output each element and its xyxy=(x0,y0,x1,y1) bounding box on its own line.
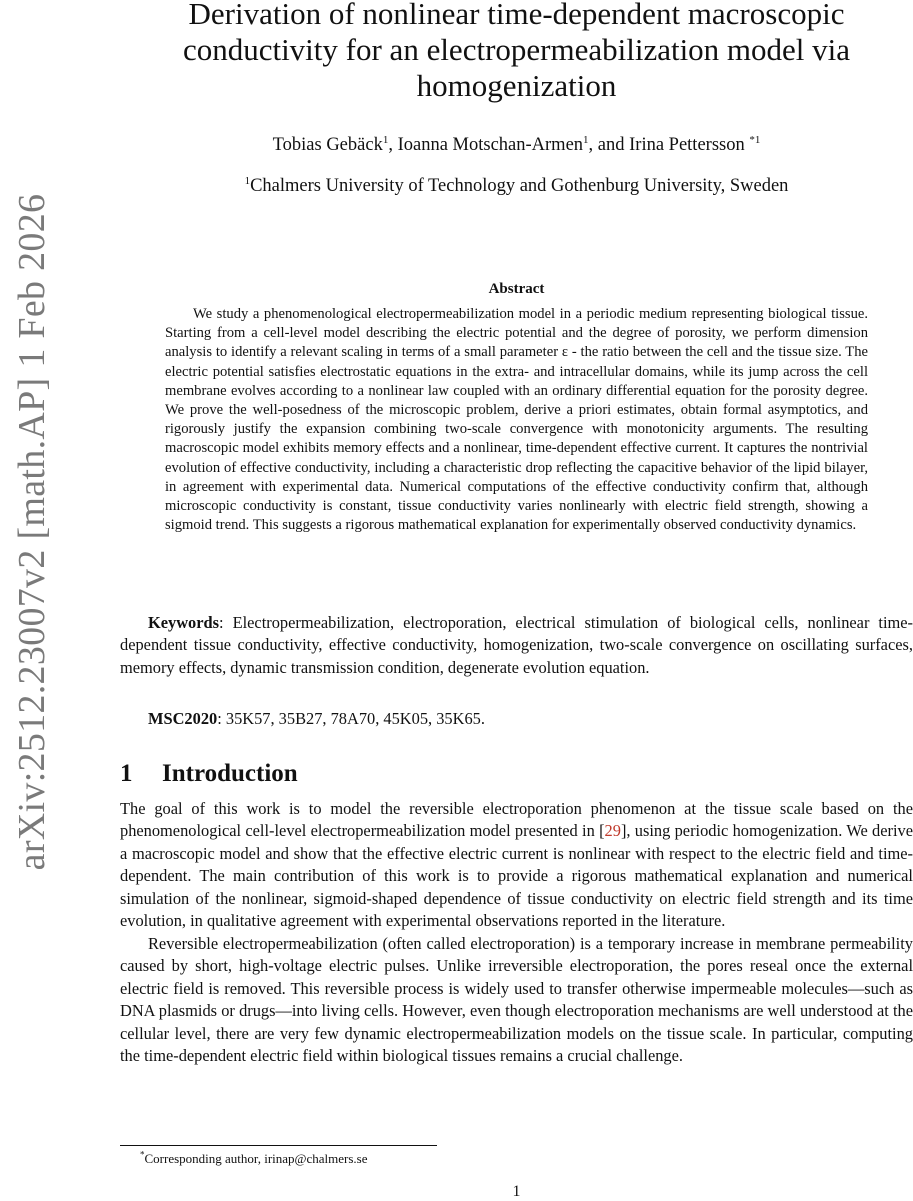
author-name: Irina Pettersson xyxy=(629,135,750,155)
citation-link[interactable]: 29 xyxy=(604,821,621,841)
section-number: 1 xyxy=(120,760,133,787)
intro-paragraph-1 xyxy=(120,798,913,932)
author-list xyxy=(120,135,913,156)
intro-paragraph-2: Reversible electropermeabilization (often called electroporation) is a temporary increase in membrane permeability caused by short, high-voltage electric pulses. Unlike irreversible electroporation, the pores reseal once the external electric field is removed. This reversible process is widely used to transfer otherwise impermeable molecules—such as DNA plasmids or drugs—into living cells. However, even though electroporation mechanisms are well understood at the cellular level, there are very few dynamic electropermeabilization models on the tissue scale. In particular, computing the time-dependent electric field within biological tissues remains a crucial challenge. xyxy=(120,934,913,1066)
page-number: 1 xyxy=(512,1183,521,1200)
keywords-label: Keywords xyxy=(148,613,220,632)
author-affiliation-mark: *1 xyxy=(749,133,761,146)
section-title: Introduction xyxy=(162,760,298,787)
msc-paragraph xyxy=(148,709,485,729)
abstract-heading: Abstract xyxy=(488,281,545,297)
intro-text-before-citation: The goal of this work is to model the reversible electroporation phenomenon at the tissue scale based on the phenomenological cell-level electropermeabilization model presented in [ xyxy=(120,799,913,841)
affiliation-text: Chalmers University of Technology and Gothenburg University, Sweden xyxy=(250,176,789,196)
footnote xyxy=(140,1151,368,1167)
keywords-paragraph xyxy=(120,612,913,679)
title-line-3: homogenization xyxy=(416,68,617,103)
author-separator: , xyxy=(388,135,398,155)
msc-codes: : 35K57, 35B27, 78A70, 45K05, 35K65. xyxy=(217,709,485,728)
title-line-1: Derivation of nonlinear time-dependent macroscopic xyxy=(188,0,845,31)
author-name: Ioanna Motschan-Armen xyxy=(397,135,584,155)
footnote-mark: * xyxy=(140,1149,145,1160)
msc-label: MSC2020 xyxy=(148,709,218,728)
author-separator: , and xyxy=(588,135,630,155)
paper-title xyxy=(120,0,913,104)
author-affiliation-mark: 1 xyxy=(382,133,389,146)
author-name: Tobias Gebäck xyxy=(272,135,383,155)
footnote-divider xyxy=(120,1145,437,1146)
footnote-text: Corresponding author, irinap@chalmers.se xyxy=(144,1151,368,1166)
section-heading-introduction xyxy=(120,760,298,788)
keywords-text: : Electropermeabilization, electroporation, electrical stimulation of biological cells, nonlinear time-dependent tissue conductivity, effective conductivity, homogenization, two-scale convergence on oscillating surfaces, memory effects, dynamic transmission condition, degenerate evolution equation. xyxy=(120,613,913,677)
arxiv-side-stamp xyxy=(0,0,60,1200)
affiliation-mark: 1 xyxy=(244,174,251,187)
title-line-2: conductivity for an electropermeabilization model via xyxy=(182,32,851,67)
author-affiliation-mark: 1 xyxy=(583,133,589,146)
abstract-text: We study a phenomenological electropermeabilization model in a periodic medium representing biological tissue. Starting from a cell-level model describing the electric potential and the degree of porosity, we perform dimension analysis to identify a relevant scaling in terms of a small parameter ε - the ratio between the cell and the tissue size. The electric potential satisfies electrostatic equations in the extra- and intracellular domains, while its jump across the cell membrane evolves according to a nonlinear law coupled with an ordinary differential equation for the porosity degree. We prove the well-posedness of the microscopic problem, derive a priori estimates, obtain formal asymptotics, and rigorously justify the expansion combining two-scale convergence with monotonicity arguments. The resulting macroscopic model exhibits memory effects and a nonlinear, time-dependent effective current. It captures the nontrivial evolution of effective conductivity, including a characteristic drop reflecting the capacitive behavior of the lipid bilayer, in agreement with experimental data. Numerical computations of the effective conductivity confirm that, although microscopic conductivity is constant, tissue conductivity varies nonlinearly with electric field strength, showing a sigmoid trend. This suggests a rigorous mathematical explanation for experimentally observed conductivity dynamics. xyxy=(165,306,868,534)
intro-text-after-citation: ], using periodic homogenization. We derive a macroscopic model and show that the effective electric current is nonlinear with respect to the electric field and time-dependent. The main contribution of this work is to provide a rigorous mathematical explanation and numerical simulation of the nonlinear, sigmoid-shaped dependence of tissue conductivity on electric field strength and its time evolution, in qualitative agreement with experimental observations reported in the literature. xyxy=(120,821,913,931)
arxiv-identifier: arXiv:2512.23007v2 [math.AP] 1 Feb 2026 xyxy=(11,193,53,871)
affiliation xyxy=(120,176,913,197)
